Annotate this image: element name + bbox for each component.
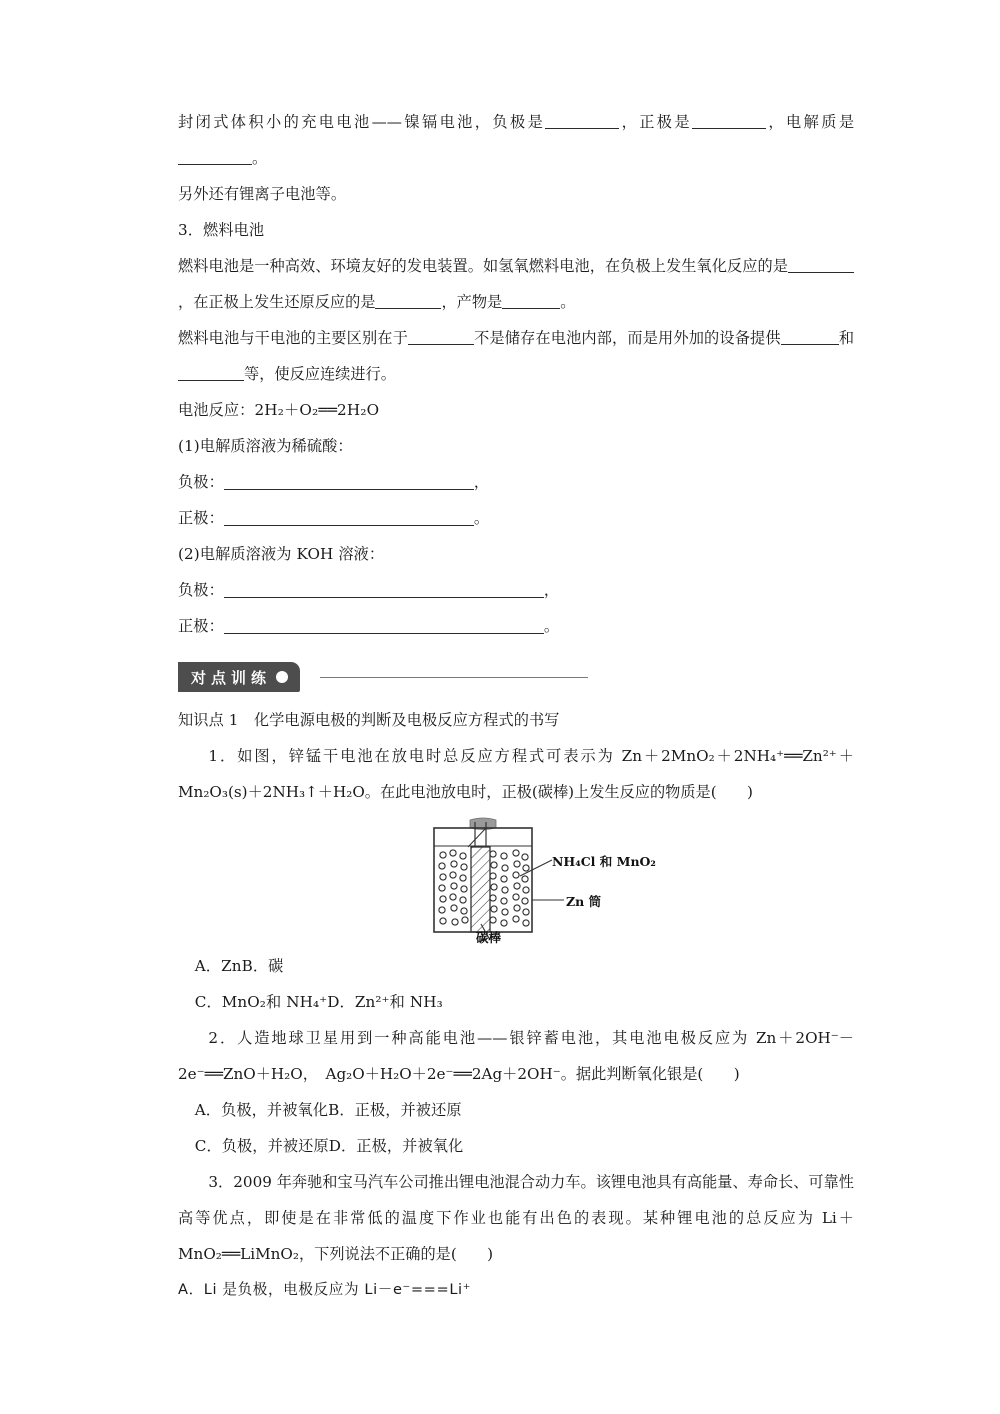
question-1-options-row-1[interactable]: A．ZnB．碳 (194, 957, 284, 975)
cell-reaction-line (178, 392, 854, 428)
fuel-cell-paragraph-1 (178, 248, 854, 320)
lithium-ion-note: 另外还有锂离子电池等。 (178, 185, 347, 203)
question-2-options-row-2[interactable]: C．负极，并被还原D．正极，并被氧化 (194, 1137, 464, 1155)
case-2-label: (2)电解质溶液为 KOH 溶液： (178, 545, 385, 563)
blank-fc-oxidation[interactable] (788, 258, 854, 273)
answer-blank-case1-negative[interactable] (224, 474, 474, 490)
fc-text-1: 燃料电池是一种高效、环境友好的发电装置。如氢氧燃料电池，在负极上发生氧化反应的是 (178, 257, 788, 275)
practice-badge (178, 662, 300, 692)
leader-line-electrolyte (520, 860, 552, 876)
blank-fc-supply-2[interactable] (178, 366, 244, 381)
nicd-text-4: 。 (252, 149, 268, 167)
figure-label-casing: Zn 筒 (566, 894, 602, 909)
dry-cell-drawing (424, 816, 844, 948)
case2-negative-comma: ， (543, 581, 560, 599)
question-3-number: 3． (208, 1173, 234, 1191)
fc-text-3: ，产物是 (441, 293, 503, 311)
case1-negative-comma: ， (473, 473, 490, 491)
fc2-text-4: 等，使反应连续进行。 (244, 365, 396, 383)
cell-reaction-label: 电池反应： (178, 401, 255, 419)
question-1-options-row-2[interactable]: C．MnO₂和 NH₄⁺D．Zn²⁺和 NH₃ (194, 993, 443, 1011)
header-divider-rule (320, 677, 588, 678)
case1-positive-period: 。 (473, 509, 490, 527)
carbon-rod-shape (471, 847, 490, 932)
question-2-number: 2． (208, 1029, 238, 1047)
case-1-negative-row (178, 464, 854, 500)
nicd-text-3: ，电解质是 (766, 113, 855, 131)
fuel-cell-paragraph-2 (178, 320, 854, 392)
question-1-body: 如图，锌锰干电池在放电时总反应方程式可表示为 Zn＋2MnO₂＋2NH₄⁺══Zn²⁺＋Mn₂O₃(s)＋2NH₃↑＋H₂O。在此电池放电时，正极(碳棒)上发生反应的物质是( ) (178, 747, 854, 801)
question-2-options-row-1[interactable]: A．负极，并被氧化B．正极，并被还原 (194, 1101, 462, 1119)
question-3-body: 2009 年奔驰和宝马汽车公司推出锂电池混合动力车。该锂电池具有高能量、寿命长、可靠性高等优点，即使是在非常低的温度下作业也能有出色的表现。某种锂电池的总反应为 Li＋MnO₂══LiMnO₂，下列说法不正确的是( ) (178, 1173, 854, 1263)
fc-text-4: 。 (560, 293, 576, 311)
question-3-option-a[interactable]: A．Li 是负极，电极反应为 Li－e⁻===Li⁺ (178, 1281, 472, 1298)
practice-section-header (178, 662, 854, 696)
case-2-positive-row (178, 608, 854, 644)
blank-fc-reduction[interactable] (375, 294, 441, 309)
nicd-paragraph (178, 104, 854, 176)
fc-text-2: ，在正极上发生还原反应的是 (178, 293, 376, 311)
blank-fc-fuel[interactable] (408, 330, 474, 345)
fc2-text-1: 燃料电池与干电池的主要区别在于 (178, 329, 408, 347)
case2-positive-period: 。 (543, 617, 560, 635)
question-2-body: 人造地球卫星用到一种高能电池——银锌蓄电池，其电池电极反应为 Zn＋2OH⁻－2e⁻══ZnO＋H₂O， Ag₂O＋H₂O＋2e⁻══2Ag＋2OH⁻。据此判断氧化银是( ) (178, 1029, 854, 1083)
figure-label-carbon-rod: 碳棒 (476, 930, 502, 945)
negative-electrode-label: 负极： (178, 473, 224, 491)
blank-nicd-negative[interactable] (545, 114, 619, 129)
dry-cell-figure (178, 816, 854, 944)
positive-electrode-label-2: 正极： (178, 617, 224, 635)
question-1-text (178, 738, 854, 810)
case-1-label: (1)电解质溶液为稀硫酸： (178, 437, 353, 455)
nicd-text-2: ，正极是 (619, 113, 692, 131)
dry-cell-svg (424, 816, 844, 944)
blank-fc-supply-1[interactable] (781, 330, 839, 345)
knowledge-point-heading: 知识点 1 化学电源电极的判断及电极反应方程式的书写 (178, 711, 560, 729)
question-1-number: 1． (208, 747, 238, 765)
cell-reaction-equation: 2H₂＋O₂══2H₂O (254, 401, 380, 419)
answer-blank-case2-positive[interactable] (224, 618, 544, 634)
cap-bevel-line (468, 828, 486, 847)
nicd-text-1: 封闭式体积小的充电电池——镍镉电池，负极是 (178, 113, 546, 131)
case-1-positive-row (178, 500, 854, 536)
question-3-text (178, 1164, 854, 1272)
practice-badge-label: 对点训练 (191, 668, 272, 687)
fuel-cell-heading: 3．燃料电池 (178, 221, 265, 239)
negative-electrode-label-2: 负极： (178, 581, 224, 599)
answer-blank-case1-positive[interactable] (224, 510, 474, 526)
bullet-dot-icon (276, 671, 288, 683)
blank-nicd-electrolyte[interactable] (178, 150, 252, 165)
fc2-text-2: 不是储存在电池内部，而是用外加的设备提供 (473, 329, 781, 347)
figure-label-electrolyte: NH₄Cl 和 MnO₂ (552, 854, 656, 869)
case-2-negative-row (178, 572, 854, 608)
positive-electrode-label: 正极： (178, 509, 224, 527)
page-content (178, 104, 854, 1308)
fc2-text-3: 和 (838, 329, 855, 347)
blank-nicd-positive[interactable] (692, 114, 766, 129)
blank-fc-product[interactable] (502, 294, 560, 309)
question-2-text (178, 1020, 854, 1092)
answer-blank-case2-negative[interactable] (224, 582, 544, 598)
